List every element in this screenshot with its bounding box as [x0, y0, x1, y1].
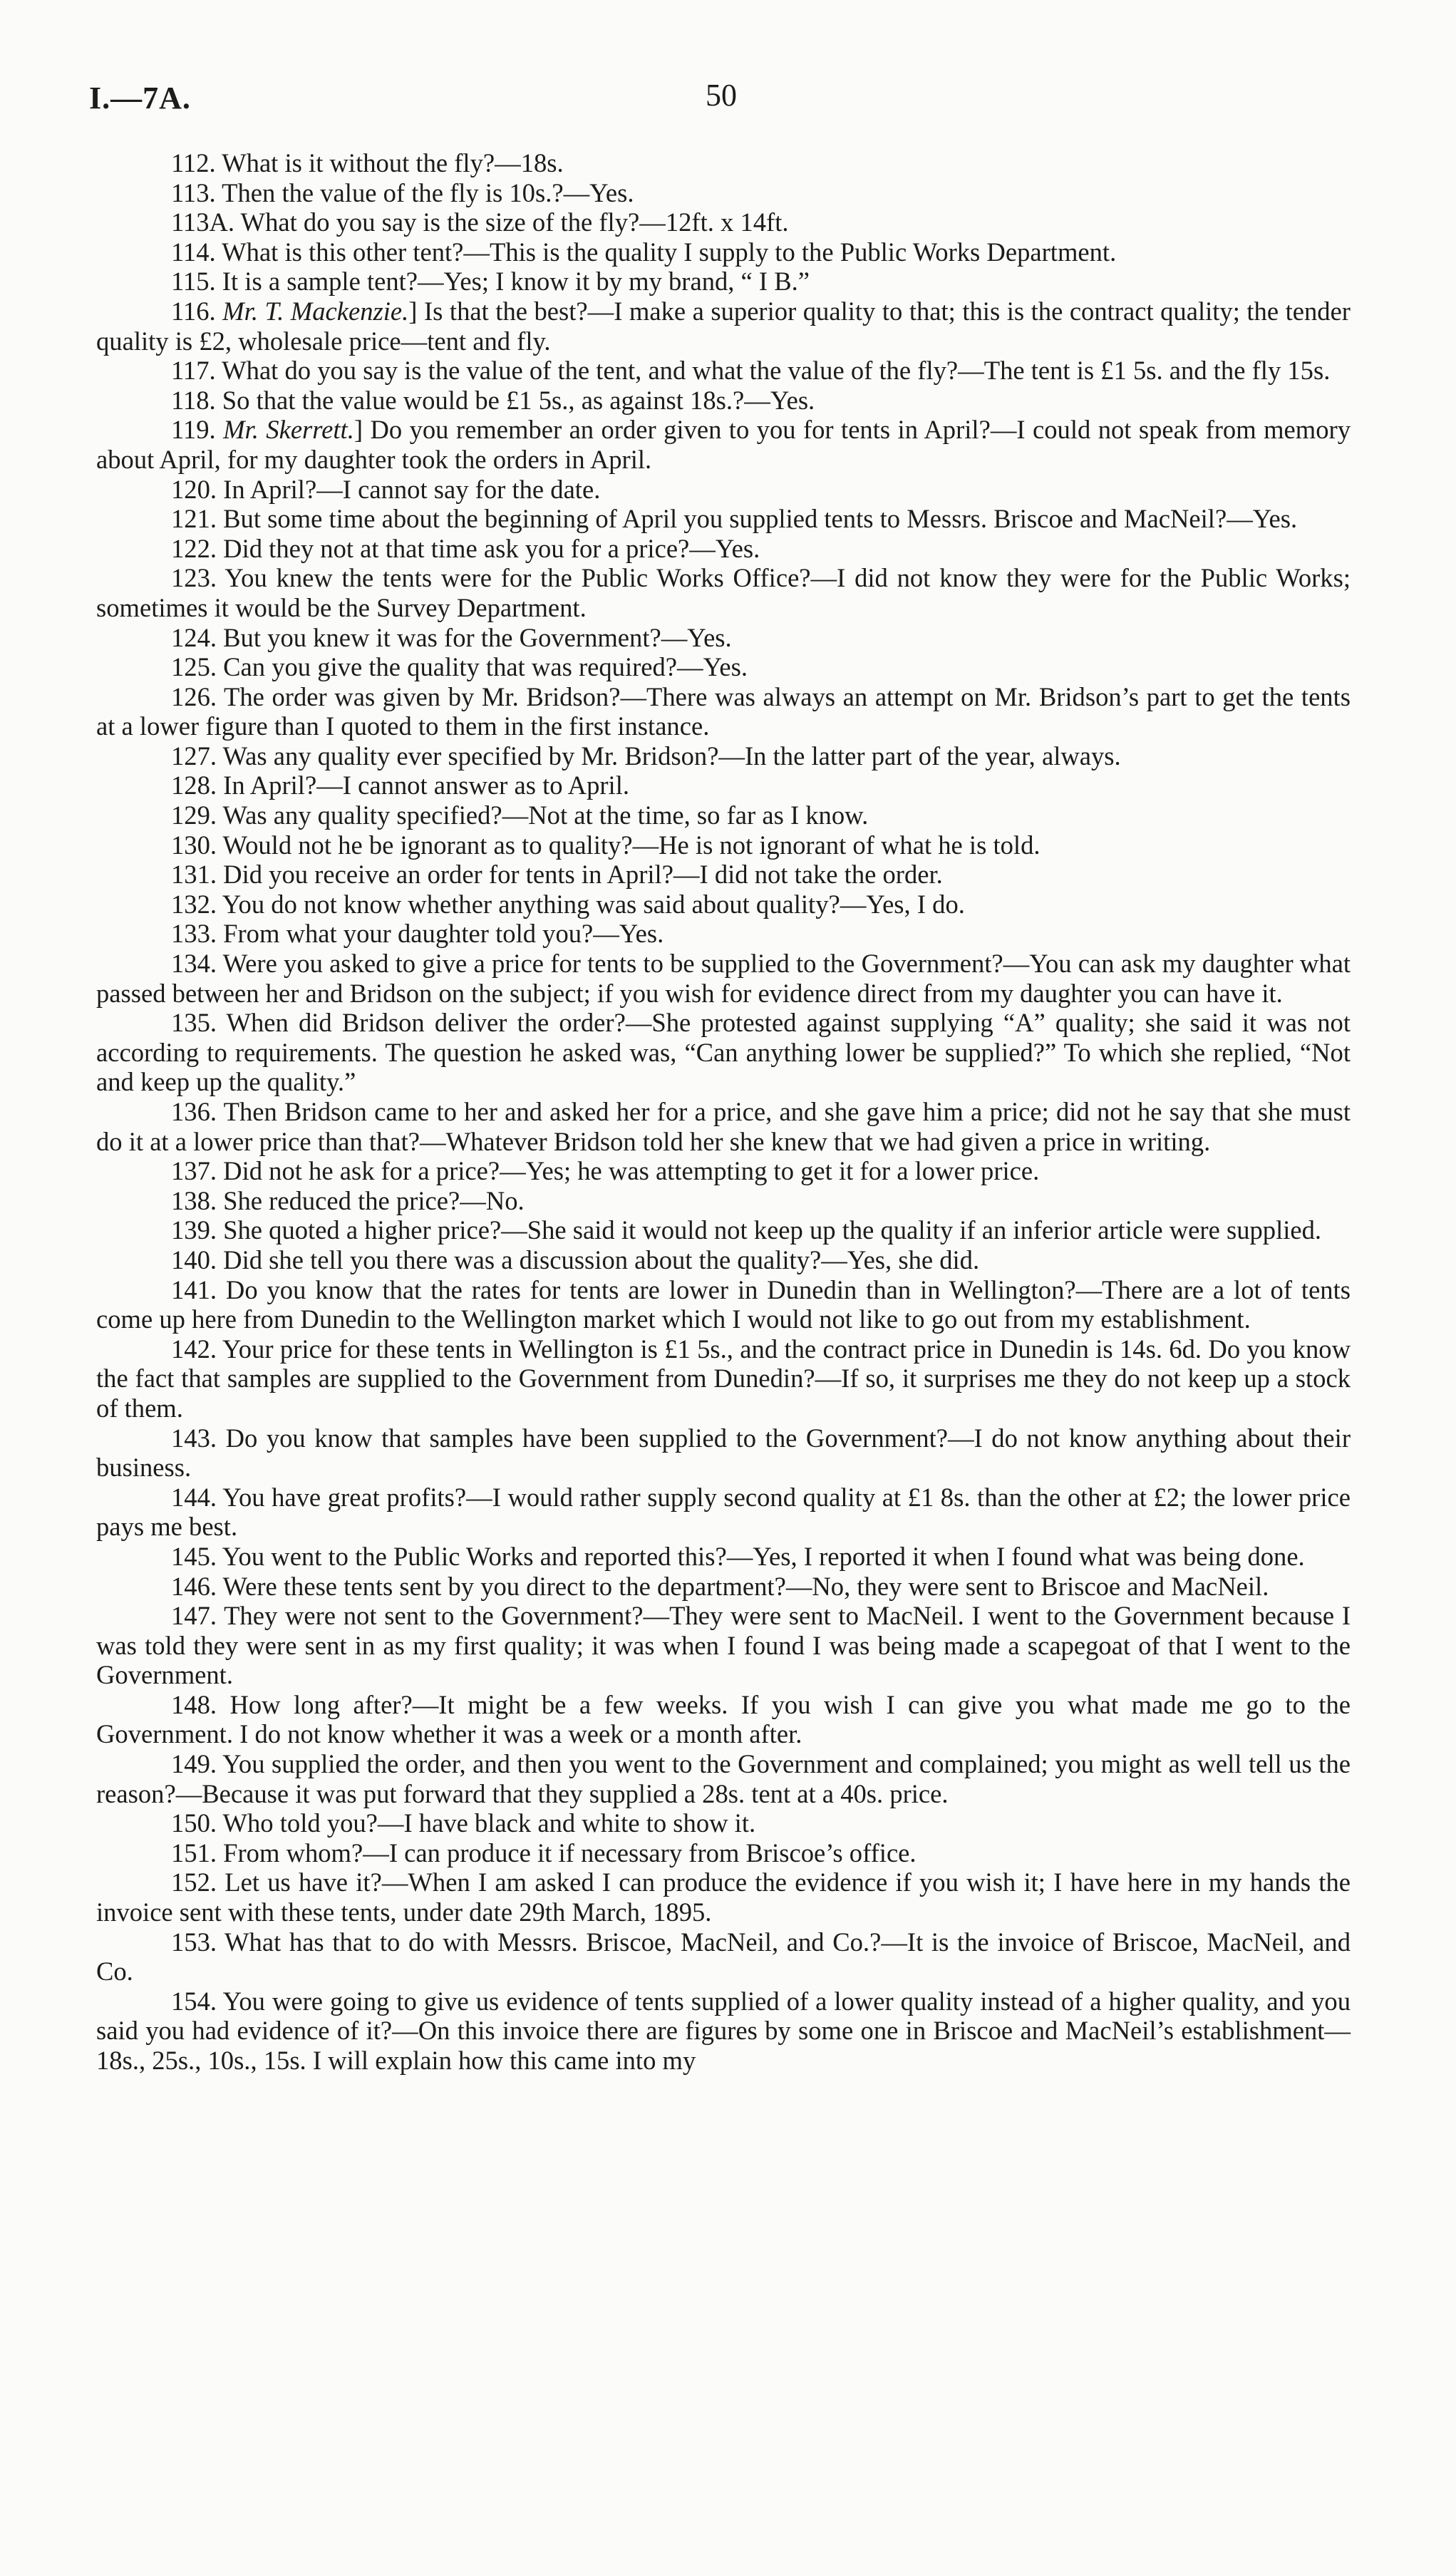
question-paragraph: 125. Can you give the quality that was required?—Yes.: [171, 652, 748, 682]
question-paragraph: 122. Did they not at that time ask you for a price?—Yes.: [171, 533, 760, 563]
question-paragraph: 131. Did you receive an order for tents in April?—I did not take the order.: [171, 860, 943, 890]
question-paragraph: 137. Did not he ask for a price?—Yes; he was attempting to get it for a lower price.: [171, 1156, 1040, 1186]
question-paragraph: 147. They were not sent to the Government?—They were sent to MacNeil. I went to the Government because I was told they were sent in as my first quality; it was when I found I was being made a scapegoat of that I went to the Government.: [96, 1601, 1351, 1690]
question-paragraph: 142. Your price for these tents in Wellington is £1 5s., and the contract price in Dunedin is 14s. 6d. Do you know the fact that samples are supplied to the Government from Dunedin?—If so, it surprises me they do not keep up a stock of them.: [96, 1334, 1351, 1423]
question-paragraph: 143. Do you know that samples have been supplied to the Government?—I do not know anything about their business.: [96, 1423, 1351, 1483]
question-paragraph: 141. Do you know that the rates for tents are lower in Dunedin than in Wellington?—There are a lot of tents come up here from Dunedin to the Wellington market which I would not like to go out from my establishment.: [96, 1274, 1351, 1334]
speaker-name: Mr. Skerrett.: [223, 415, 354, 445]
question-paragraph: 149. You supplied the order, and then you went to the Government and complained; you might as well tell us the reason?—Because it was put forward that they supplied a 28s. tent at a 40s. price.: [96, 1749, 1351, 1808]
question-paragraph: 117. What do you say is the value of the tent, and what the value of the fly?—The tent is £1 5s. and the fly 15s.: [171, 356, 1331, 386]
question-paragraph: 154. You were going to give us evidence of tents supplied of a lower quality instead of a higher quality, and you said you had evidence of it?—On this invoice there are figures by some one in Briscoe and MacNeil’s establishment—18s., 25s., 10s., 15s. I will explain how this came into my: [96, 1986, 1351, 2075]
question-paragraph: [96, 415, 1351, 474]
question-paragraph: 139. She quoted a higher price?—She said it would not keep up the quality if an inferior article were supplied.: [171, 1215, 1322, 1245]
question-paragraph: [96, 297, 1351, 356]
question-number: 119.: [171, 415, 224, 445]
question-text: ] Do you remember an order given to you for tents in April?—I could not speak from memory about April, for my daughter took the orders in April.: [96, 415, 1351, 474]
question-paragraph: 130. Would not he be ignorant as to quality?—He is not ignorant of what he is told.: [171, 830, 1041, 860]
document-reference: I.—7A.: [89, 81, 191, 115]
question-paragraph: 118. So that the value would be £1 5s., as against 18s.?—Yes.: [171, 385, 815, 415]
speaker-name: Mr. T. Mackenzie.: [222, 296, 409, 326]
question-paragraph: 120. In April?—I cannot say for the date.: [171, 474, 601, 504]
question-paragraph: 152. Let us have it?—When I am asked I can produce the evidence if you wish it; I have here in my hands the invoice sent with these tents, under date 29th March, 1895.: [96, 1867, 1351, 1927]
question-paragraph: 151. From whom?—I can produce it if necessary from Briscoe’s office.: [171, 1838, 917, 1867]
question-text: ] Is that the best?—I make a superior quality to that; this is the contract quality; the tender quality is £2, wholesale price—tent and fly.: [96, 296, 1351, 356]
question-paragraph: 115. It is a sample tent?—Yes; I know it by my brand, “ I B.”: [171, 267, 810, 297]
question-paragraph: 126. The order was given by Mr. Bridson?—There was always an attempt on Mr. Bridson’s part to get the tents at a lower figure than I quoted to them in the first instance.: [96, 681, 1351, 741]
question-paragraph: 138. She reduced the price?—No.: [171, 1185, 525, 1215]
question-paragraph: 150. Who told you?—I have black and white to show it.: [171, 1808, 756, 1838]
page-number: 50: [706, 78, 737, 113]
evidence-body: [96, 148, 1351, 2076]
question-paragraph: 133. From what your daughter told you?—Yes.: [171, 919, 664, 949]
question-paragraph: 129. Was any quality specified?—Not at the time, so far as I know.: [171, 800, 869, 830]
question-paragraph: 113A. What do you say is the size of the fly?—12ft. x 14ft.: [171, 207, 789, 237]
question-paragraph: 112. What is it without the fly?—18s.: [171, 148, 564, 177]
question-paragraph: 148. How long after?—It might be a few weeks. If you wish I can give you what made me go to the Government. I do not know whether it was a week or a month after.: [96, 1689, 1351, 1749]
question-paragraph: 135. When did Bridson deliver the order?—She protested against supplying “A” quality; she said it was not according to requirements. The question he asked was, “Can anything lower be supplied?” To which she replied, “Not and keep up the quality.”: [96, 1008, 1351, 1097]
question-paragraph: 146. Were these tents sent by you direct to the department?—No, they were sent to Briscoe and MacNeil.: [171, 1571, 1269, 1601]
question-paragraph: 123. You knew the tents were for the Public Works Office?—I did not know they were for the Public Works; sometimes it would be the Survey Department.: [96, 563, 1351, 622]
question-paragraph: 153. What has that to do with Messrs. Briscoe, MacNeil, and Co.?—It is the invoice of Briscoe, MacNeil, and Co.: [96, 1927, 1351, 1987]
question-paragraph: 145. You went to the Public Works and reported this?—Yes, I reported it when I found what was being done.: [171, 1541, 1305, 1571]
question-number: 116.: [171, 296, 223, 326]
question-paragraph: 132. You do not know whether anything was said about quality?—Yes, I do.: [171, 889, 965, 919]
question-paragraph: 127. Was any quality ever specified by Mr. Bridson?—In the latter part of the year, always.: [171, 741, 1121, 771]
question-paragraph: 144. You have great profits?—I would rather supply second quality at £1 8s. than the other at £2; the lower price pays me best.: [96, 1482, 1351, 1542]
question-paragraph: 128. In April?—I cannot answer as to April.: [171, 771, 630, 800]
question-paragraph: 136. Then Bridson came to her and asked her for a price, and she gave him a price; did not he say that she must do it at a lower price than that?—Whatever Bridson told her she knew that we had given a price in writing.: [96, 1097, 1351, 1156]
question-paragraph: 114. What is this other tent?—This is the quality I supply to the Public Works Department.: [171, 237, 1117, 267]
question-paragraph: 134. Were you asked to give a price for tents to be supplied to the Government?—You can ask my daughter what passed between her and Bridson on the subject; if you wish for evidence direct from my daughter you can have it.: [96, 949, 1351, 1008]
question-paragraph: 124. But you knew it was for the Government?—Yes.: [171, 622, 732, 652]
question-paragraph: 121. But some time about the beginning of April you supplied tents to Messrs. Briscoe and MacNeil?—Yes.: [171, 504, 1298, 534]
question-paragraph: 113. Then the value of the fly is 10s.?—Yes.: [171, 177, 634, 207]
question-paragraph: 140. Did she tell you there was a discussion about the quality?—Yes, she did.: [171, 1245, 980, 1274]
